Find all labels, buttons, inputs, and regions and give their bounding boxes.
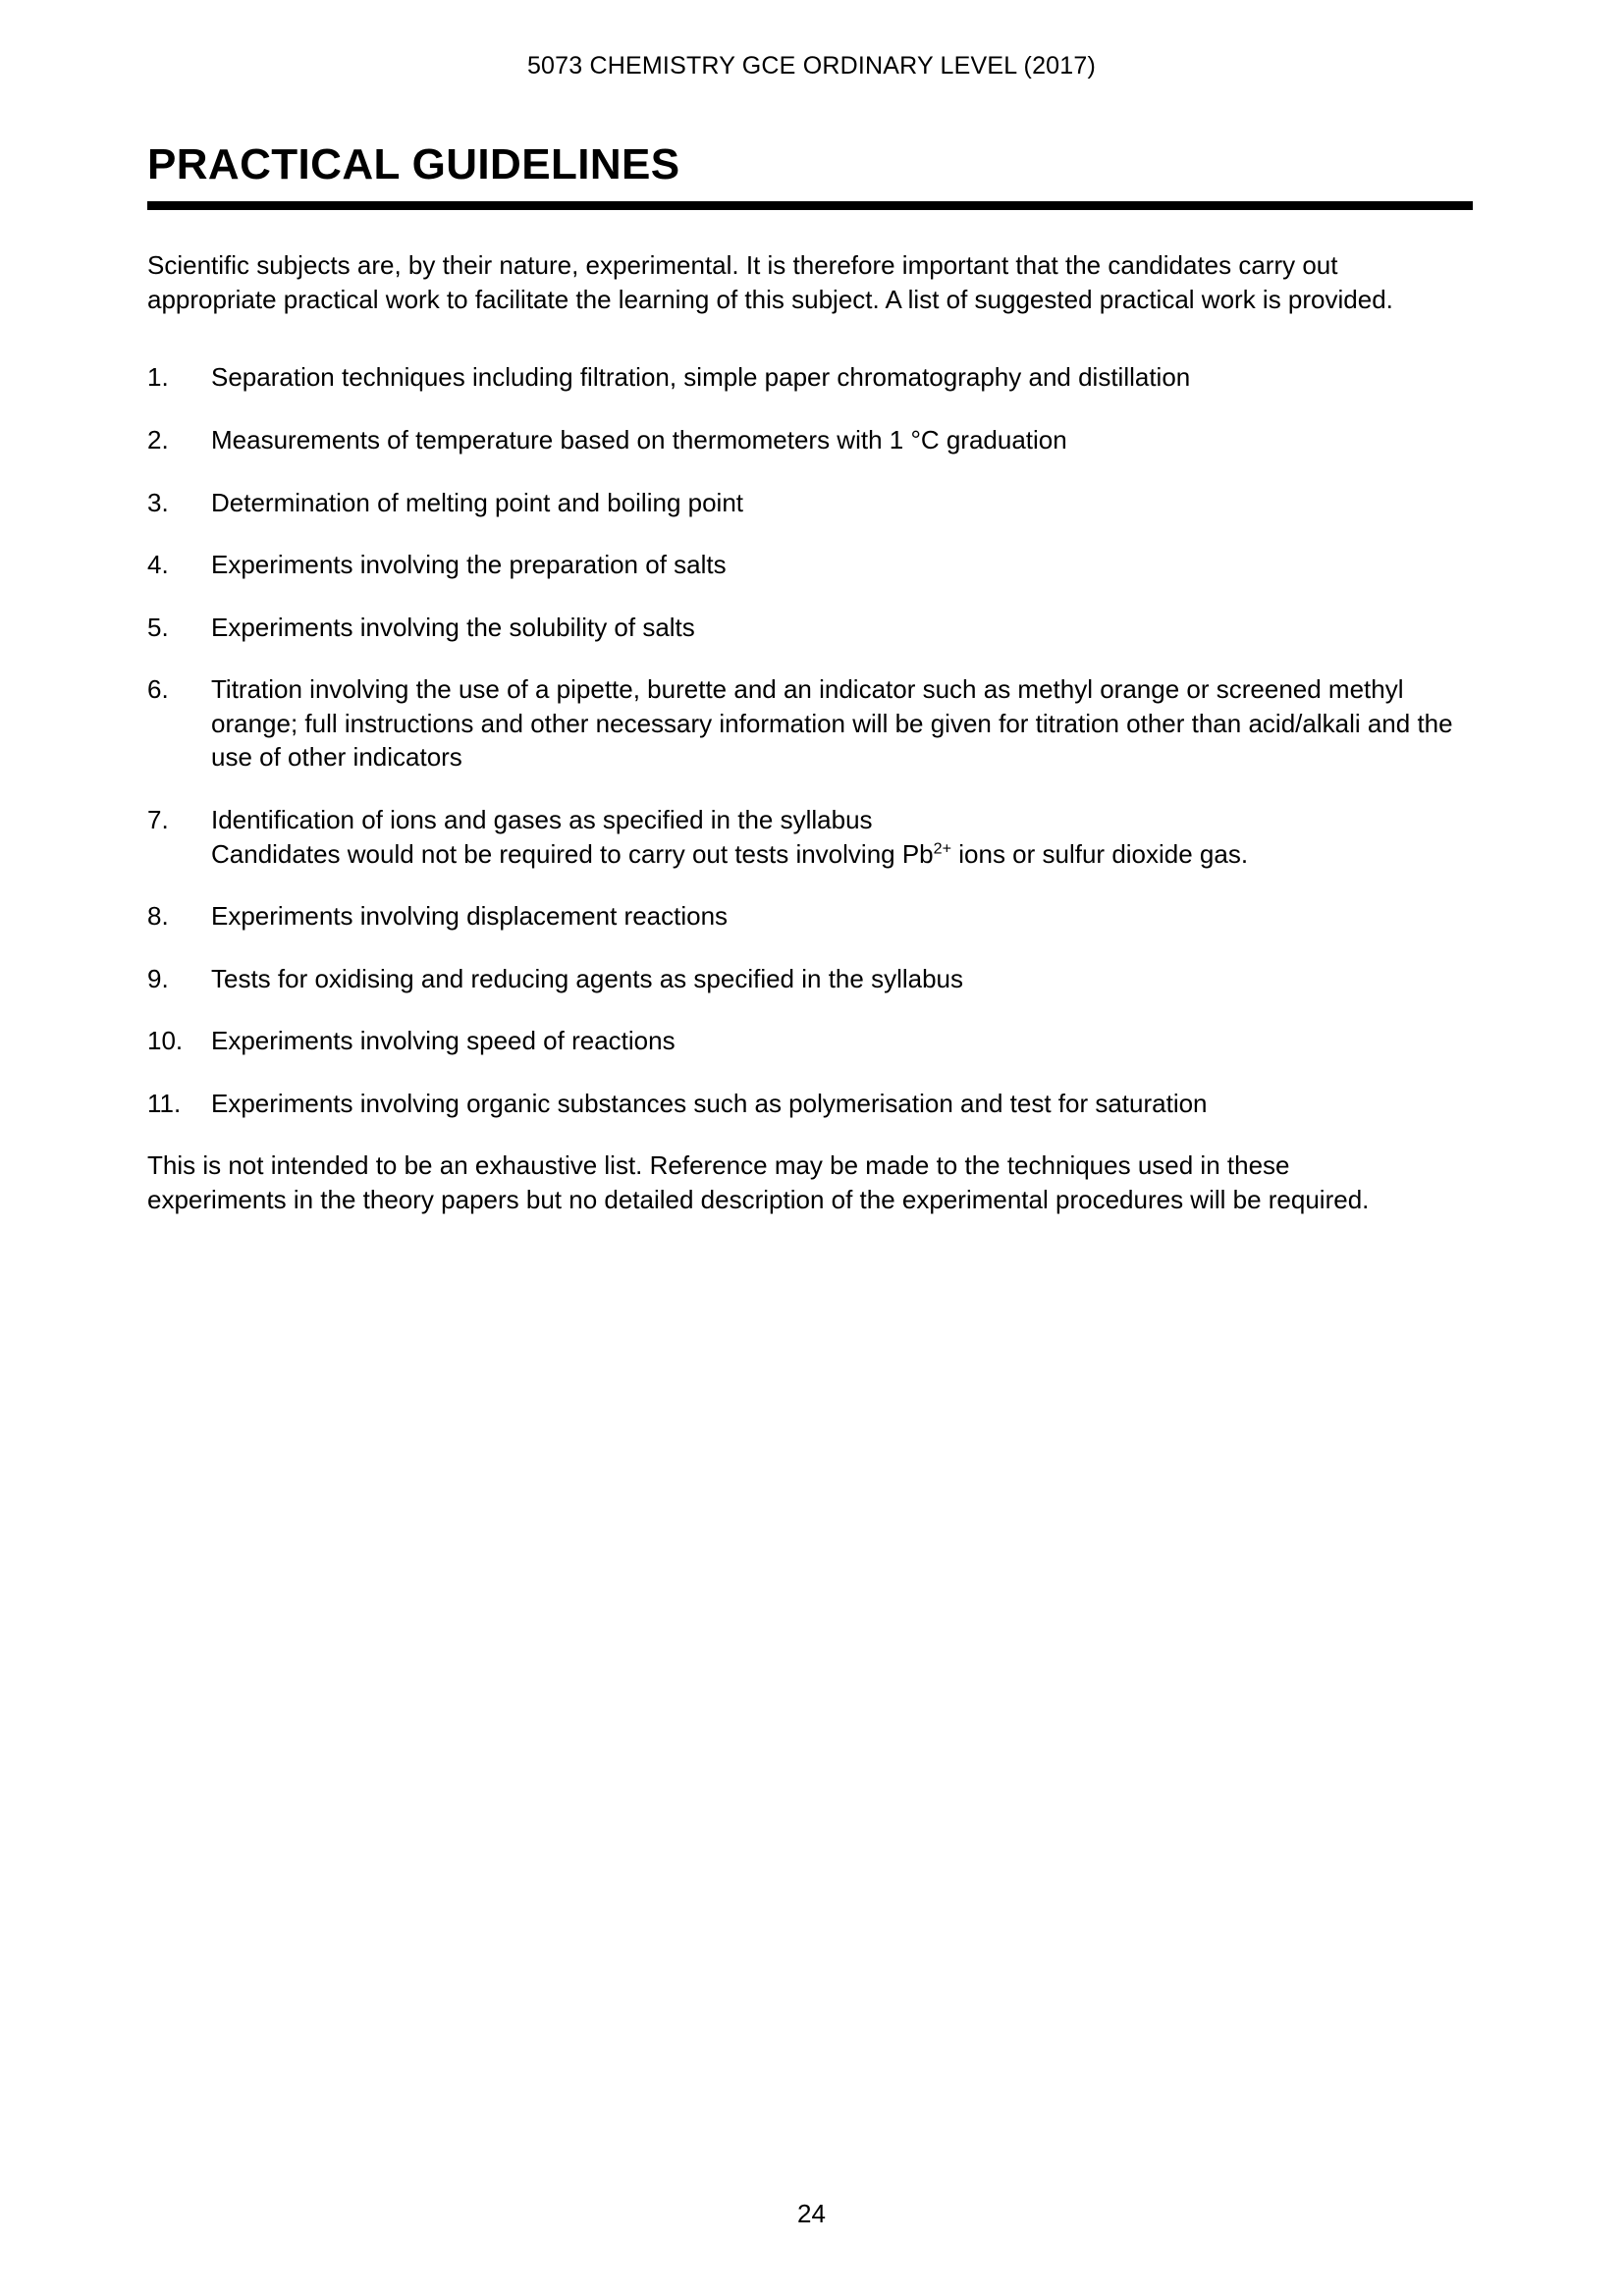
intro-paragraph: Scientific subjects are, by their nature, experimental. It is therefore important that the candidates carry out appropriate practical work to facilitate the learning of this subject. A list of suggested practical work is provided. <box>147 250 1393 314</box>
guideline-item-text <box>211 423 1473 457</box>
guideline-item-main-text: Experiments involving the preparation of salts <box>211 550 727 580</box>
page-number: 24 <box>797 2199 826 2228</box>
running-header: 5073 CHEMISTRY GCE ORDINARY LEVEL (2017) <box>526 52 1097 80</box>
guideline-list <box>147 360 1473 1120</box>
page-title: PRACTICAL GUIDELINES <box>147 140 680 188</box>
guideline-item-number: 10. <box>147 1026 184 1056</box>
guideline-item-text <box>211 486 1473 520</box>
guideline-item-main-text: Tests for oxidising and reducing agents as specified in the syllabus <box>211 963 963 993</box>
guideline-item-main-text: Titration involving the use of a pipette, burette and an indicator such as methyl orange or screened methyl orange; full instructions and other necessary information will be given for titration other than acid/alkali and the use of other indicators <box>211 674 1453 773</box>
guideline-item-text <box>211 1024 1473 1058</box>
guideline-item <box>147 1024 1473 1058</box>
guideline-item-main-text: Identification of ions and gases as specified in the syllabus <box>211 804 873 834</box>
guideline-item-number: 7. <box>147 804 169 834</box>
guideline-item <box>147 486 1473 520</box>
guideline-item-text <box>211 611 1473 645</box>
guideline-item <box>147 548 1473 582</box>
guideline-item <box>147 1087 1473 1121</box>
guideline-item <box>147 360 1473 395</box>
guideline-item-main-text: Experiments involving speed of reactions <box>211 1026 676 1056</box>
guideline-item-text <box>211 803 1473 871</box>
guideline-item <box>147 611 1473 645</box>
guideline-item-main-text: Separation techniques including filtration, simple paper chromatography and distillation <box>211 362 1191 393</box>
guideline-item-main-text: Experiments involving displacement reactions <box>211 901 729 932</box>
guideline-item-text <box>211 672 1473 774</box>
document-content <box>147 142 1473 1243</box>
guideline-item <box>147 962 1473 996</box>
guideline-item-text <box>211 962 1473 996</box>
guideline-item-number: 4. <box>147 550 169 580</box>
guideline-item-subline <box>211 837 1473 872</box>
guideline-item-number: 6. <box>147 674 169 705</box>
subline-superscript: 2+ <box>933 838 952 857</box>
guideline-item-main-text: Determination of melting point and boiling point <box>211 487 744 517</box>
guideline-item-text <box>211 1087 1473 1121</box>
guideline-item-number: 5. <box>147 612 169 642</box>
guideline-item-text <box>211 548 1473 582</box>
guideline-item-main-text: Measurements of temperature based on thermometers with 1 °C graduation <box>211 424 1067 454</box>
guideline-item-text <box>211 899 1473 934</box>
guideline-item <box>147 672 1473 774</box>
guideline-item <box>147 899 1473 934</box>
guideline-item-number: 3. <box>147 487 169 517</box>
guideline-item-number: 8. <box>147 901 169 932</box>
guideline-item-number: 1. <box>147 362 169 393</box>
guideline-item-main-text: Experiments involving the solubility of salts <box>211 612 695 642</box>
guideline-item <box>147 803 1473 871</box>
guideline-item-number: 2. <box>147 424 169 454</box>
guideline-item-number: 9. <box>147 963 169 993</box>
guideline-item <box>147 423 1473 457</box>
guideline-item-number: 11. <box>147 1088 182 1118</box>
closing-paragraph: This is not intended to be an exhaustive list. Reference may be made to the techniques used in these experiments in the theory papers but no detailed description of the experimental procedures will be required. <box>147 1150 1370 1215</box>
subline-suffix: ions or sulfur dioxide gas. <box>951 838 1249 869</box>
title-divider <box>147 201 1473 210</box>
guideline-item-text <box>211 360 1473 395</box>
subline-prefix: Candidates would not be required to carry out tests involving Pb <box>211 838 934 869</box>
guideline-item-main-text: Experiments involving organic substances such as polymerisation and test for saturation <box>211 1088 1208 1118</box>
